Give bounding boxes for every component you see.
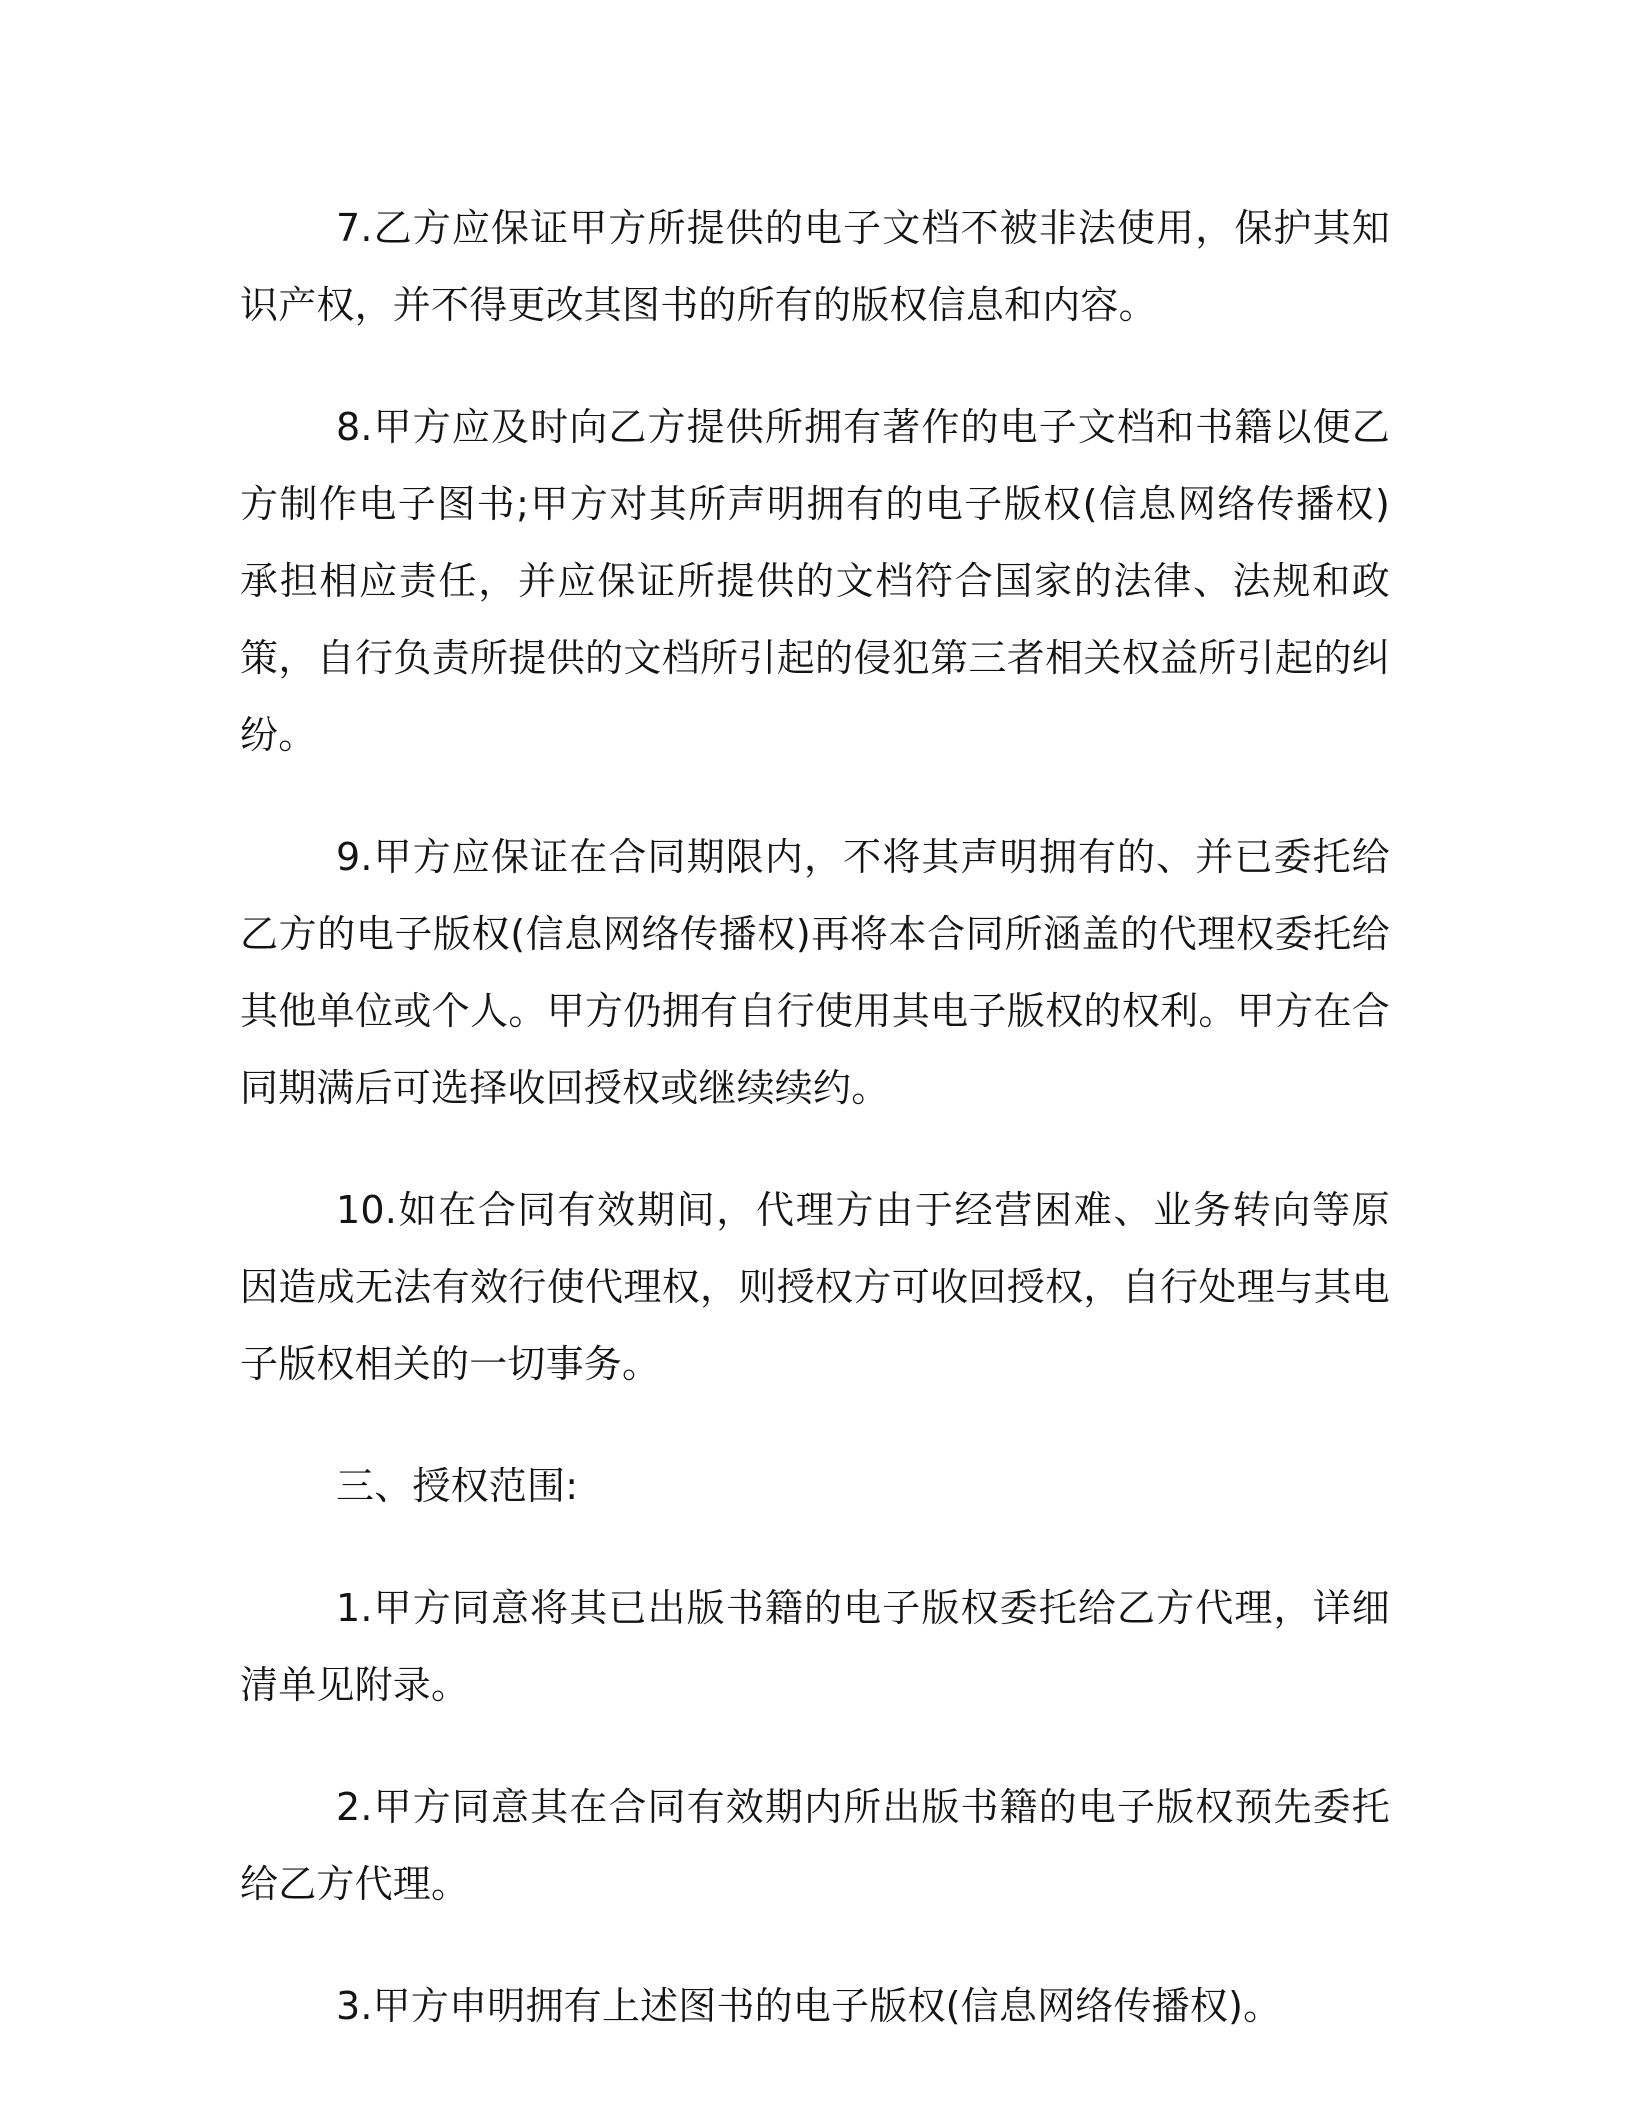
scope-item-2-paragraph: 2.甲方同意其在合同有效期内所出版书籍的电子版权预先委托给乙方代理。 — [240, 1785, 1390, 1906]
scope-item-3-paragraph: 3.甲方申明拥有上述图书的电子版权(信息网络传播权)。 — [336, 1984, 1282, 2028]
clause-10-paragraph: 10.如在合同有效期间，代理方由于经营困难、业务转向等原因造成无法有效行使代理权，则授权方可收回授权，自行处理与其电子版权相关的一切事务。 — [240, 1188, 1390, 1386]
document-page — [240, 190, 1390, 2090]
section-heading-authorization-scope: 三、授权范围: — [336, 1464, 579, 1508]
clause-7-paragraph: 7.乙方应保证甲方所提供的电子文档不被非法使用，保护其知识产权，并不得更改其图书的所有的版权信息和内容。 — [240, 206, 1390, 327]
clause-8-paragraph: 8.甲方应及时向乙方提供所拥有著作的电子文档和书籍以便乙方制作电子图书;甲方对其所声明拥有的电子版权(信息网络传播权)承担相应责任，并应保证所提供的文档符合国家的法律、法规和政策，自行负责所提供的文档所引起的侵犯第三者相关权益所引起的纠纷。 — [240, 405, 1390, 757]
scope-item-1-paragraph: 1.甲方同意将其已出版书籍的电子版权委托给乙方代理，详细清单见附录。 — [240, 1586, 1390, 1707]
clause-9-paragraph: 9.甲方应保证在合同期限内，不将其声明拥有的、并已委托给乙方的电子版权(信息网络传播权)再将本合同所涵盖的代理权委托给其他单位或个人。甲方仍拥有自行使用其电子版权的权利。甲方在合同期满后可选择收回授权或继续续约。 — [240, 835, 1390, 1110]
